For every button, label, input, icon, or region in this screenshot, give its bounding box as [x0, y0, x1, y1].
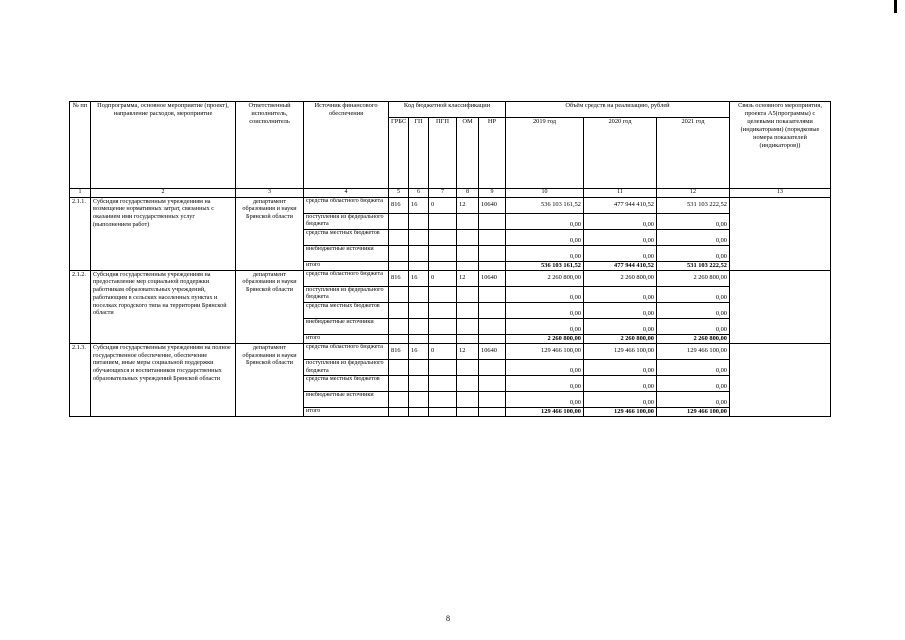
value-2021: 0,00 — [657, 229, 730, 245]
source-regional: средства областного бюджета — [304, 270, 389, 286]
total-2019: 2 260 800,00 — [506, 334, 584, 343]
col-num: 11 — [584, 189, 657, 198]
value-2020: 0,00 — [584, 286, 657, 302]
source-federal: поступления из федерального бюджета — [304, 286, 389, 302]
header-subprogram: Подпрограмма, основное мероприятие (проект), направление расходов, мероприятие — [91, 102, 236, 189]
code-gp: 16 — [409, 270, 429, 286]
value-2021: 0,00 — [657, 318, 730, 334]
header-budget-code: Код бюджетной классификации — [389, 102, 506, 118]
code-nr: 10640 — [479, 197, 506, 213]
value-2019: 0,00 — [506, 376, 584, 392]
col-num: 2 — [91, 189, 236, 198]
col-num: 7 — [429, 189, 457, 198]
col-num: 3 — [236, 189, 304, 198]
source-extra: внебюджетные источники — [304, 318, 389, 334]
header-nr: НР — [479, 118, 506, 189]
row-responsible: департамент образования и науки Брянской области — [236, 343, 304, 416]
header-responsible: Ответственный исполнитель, соисполнитель — [236, 102, 304, 189]
value-2021: 2 260 800,00 — [657, 270, 730, 286]
source-regional: средства областного бюджета — [304, 343, 389, 359]
source-federal: поступления из федерального бюджета — [304, 359, 389, 375]
col-num: 5 — [389, 189, 409, 198]
header-2019: 2019 год — [506, 118, 584, 189]
value-2021: 0,00 — [657, 359, 730, 375]
value-2020: 0,00 — [584, 376, 657, 392]
row-link — [730, 343, 831, 416]
header-2020: 2020 год — [584, 118, 657, 189]
value-2020: 2 260 800,00 — [584, 270, 657, 286]
value-2021: 0,00 — [657, 245, 730, 261]
code-pgp: 0 — [429, 343, 457, 359]
row-description: Субсидия государственным учреждениям на предоставление мер социальной поддержки работникам образовательных учреждений, работающим в сельских населенных пунктах и поселках городского типа на территории Брянской области — [91, 270, 236, 343]
value-2020: 0,00 — [584, 245, 657, 261]
code-gp: 16 — [409, 343, 429, 359]
budget-table — [69, 101, 831, 417]
value-2020: 0,00 — [584, 213, 657, 229]
col-num: 8 — [457, 189, 479, 198]
code-nr: 10640 — [479, 270, 506, 286]
code-pgp: 0 — [429, 197, 457, 213]
header-om: ОМ — [457, 118, 479, 189]
col-num: 13 — [730, 189, 831, 198]
col-num: 6 — [409, 189, 429, 198]
value-2021: 0,00 — [657, 213, 730, 229]
value-2019: 0,00 — [506, 302, 584, 318]
header-2021: 2021 год — [657, 118, 730, 189]
table-row — [70, 197, 831, 213]
header-volume: Объём средств на реализацию, рублей — [506, 102, 730, 118]
edge-mark — [894, 0, 897, 13]
value-2020: 0,00 — [584, 302, 657, 318]
value-2021: 0,00 — [657, 376, 730, 392]
source-extra: внебюджетные источники — [304, 245, 389, 261]
column-number-row — [70, 189, 831, 198]
row-index: 2.1.1. — [70, 197, 91, 270]
value-2021: 129 466 100,00 — [657, 343, 730, 359]
code-grbs: 816 — [389, 270, 409, 286]
source-total: итого — [304, 334, 389, 343]
total-2020: 477 944 410,52 — [584, 261, 657, 270]
source-local: средства местных бюджетов — [304, 229, 389, 245]
value-2021: 0,00 — [657, 302, 730, 318]
source-total: итого — [304, 408, 389, 417]
value-2020: 0,00 — [584, 229, 657, 245]
total-2021: 531 103 222,52 — [657, 261, 730, 270]
value-2020: 0,00 — [584, 359, 657, 375]
value-2019: 536 103 161,52 — [506, 197, 584, 213]
table-row — [70, 270, 831, 286]
header-pgp: ПГП — [429, 118, 457, 189]
row-index: 2.1.2. — [70, 270, 91, 343]
code-gp: 16 — [409, 197, 429, 213]
table-row — [70, 343, 831, 359]
total-2020: 129 466 100,00 — [584, 408, 657, 417]
code-grbs: 816 — [389, 197, 409, 213]
row-index: 2.1.3. — [70, 343, 91, 416]
source-local: средства местных бюджетов — [304, 376, 389, 392]
value-2019: 0,00 — [506, 286, 584, 302]
col-num: 9 — [479, 189, 506, 198]
header-source: Источник финансового обеспечения — [304, 102, 389, 189]
source-regional: средства областного бюджета — [304, 197, 389, 213]
code-grbs: 816 — [389, 343, 409, 359]
col-num: 1 — [70, 189, 91, 198]
source-total: итого — [304, 261, 389, 270]
value-2021: 0,00 — [657, 286, 730, 302]
total-2019: 536 103 161,52 — [506, 261, 584, 270]
value-2019: 0,00 — [506, 245, 584, 261]
value-2019: 2 260 800,00 — [506, 270, 584, 286]
header-grbs: ГРБС — [389, 118, 409, 189]
code-pgp: 0 — [429, 270, 457, 286]
value-2019: 0,00 — [506, 318, 584, 334]
total-2020: 2 260 800,00 — [584, 334, 657, 343]
header-link: Связь основного мероприятия, проекта А5(программы) с целевыми показателями (индикаторами) (порядковые номера показателей (индикаторов)) — [730, 102, 831, 189]
row-responsible: департамент образования и науки Брянской области — [236, 270, 304, 343]
total-2021: 2 260 800,00 — [657, 334, 730, 343]
value-2021: 531 103 222,52 — [657, 197, 730, 213]
col-num: 4 — [304, 189, 389, 198]
total-2019: 129 466 100,00 — [506, 408, 584, 417]
header-row-1 — [70, 102, 831, 118]
value-2019: 0,00 — [506, 359, 584, 375]
row-link — [730, 270, 831, 343]
row-description: Субсидия государственным учреждениям на полное государственное обеспечение, обеспечение питанием, иные меры социальной поддержки обучающихся и воспитанников государственных образовательных учреждений Брянской области — [91, 343, 236, 416]
value-2019: 0,00 — [506, 213, 584, 229]
source-extra: внебюджетные источники — [304, 392, 389, 408]
source-federal: поступления из федерального бюджета — [304, 213, 389, 229]
total-2021: 129 466 100,00 — [657, 408, 730, 417]
code-om: 12 — [457, 197, 479, 213]
value-2019: 129 466 100,00 — [506, 343, 584, 359]
code-nr: 10640 — [479, 343, 506, 359]
value-2020: 129 466 100,00 — [584, 343, 657, 359]
value-2020: 477 944 410,52 — [584, 197, 657, 213]
row-responsible: департамент образования и науки Брянской области — [236, 197, 304, 270]
header-no: № пп — [70, 102, 91, 189]
value-2019: 0,00 — [506, 229, 584, 245]
page-number: 8 — [446, 614, 450, 623]
value-2020: 0,00 — [584, 392, 657, 408]
row-description: Субсидия государственным учреждениям на возмещение нормативных затрат, связанных с оказанием ими государственных услуг (выполнением работ) — [91, 197, 236, 270]
row-link — [730, 197, 831, 270]
col-num: 10 — [506, 189, 584, 198]
code-om: 12 — [457, 270, 479, 286]
source-local: средства местных бюджетов — [304, 302, 389, 318]
value-2021: 0,00 — [657, 392, 730, 408]
value-2019: 0,00 — [506, 392, 584, 408]
header-gp: ГП — [409, 118, 429, 189]
col-num: 12 — [657, 189, 730, 198]
value-2020: 0,00 — [584, 318, 657, 334]
code-om: 12 — [457, 343, 479, 359]
